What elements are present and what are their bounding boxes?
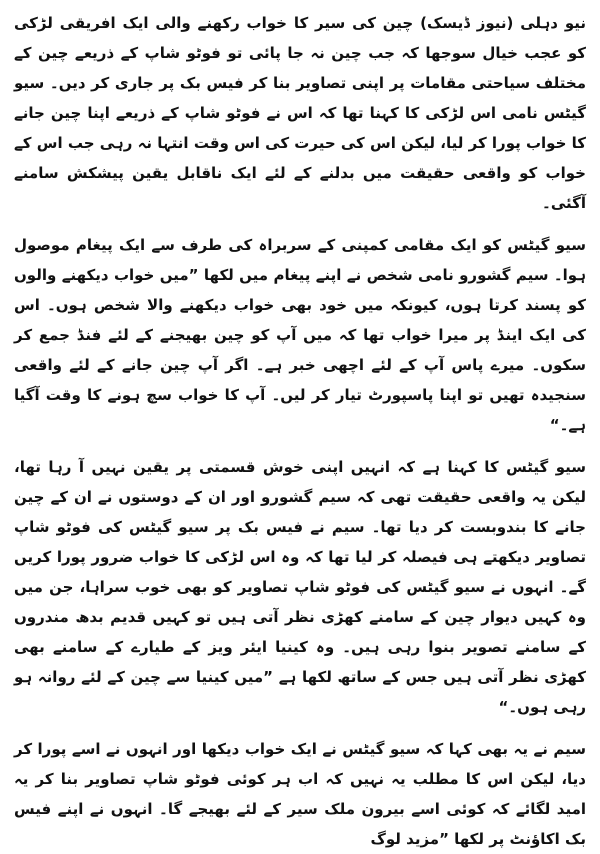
article-paragraph-3: سیو گیٹس کا کہنا ہے کہ انہیں اپنی خوش قسمتی پر یقین نہیں آ رہا تھا، لیکن یہ واقعی حقیقت تھی کہ سیم گشورو اور ان کے دوستوں نے ان کے چین جانے کا بندوبست کر دیا تھا۔ سیم نے فیس بک پر سیو گیٹس کی فوٹو شاپ تصاویر دیکھتے ہی فیصلہ کر لیا تھا کہ وہ اس لڑکی کا خواب ضرور پورا کریں گے۔ انہوں نے سیو گیٹس کی فوٹو شاپ تصاویر کو بھی خوب سراہا، جن میں وہ کہیں دیوار چین کے سامنے کھڑی نظر آتی ہیں تو کہیں قدیم بدھ مندروں کے سامنے تصویر بنوا رہی ہیں۔ وہ کینیا ایئر ویز کے طیارے کے سامنے بھی کھڑی نظر آتی ہیں جس کے ساتھ لکھا ہے ”میں کینیا سے چین کے لئے روانہ ہو رہی ہوں۔“: [14, 458, 586, 716]
article-paragraph-4: سیم نے یہ بھی کہا کہ سیو گیٹس نے ایک خواب دیکھا اور انہوں نے اسے پورا کر دیا، لیکن اس کا مطلب یہ نہیں کہ اب ہر کوئی فوٹو شاپ تصاویر بنا کر یہ امید لگائے کہ کوئی اسے بیرون ملک سیر کے لئے بھیجے گا۔ انہوں نے اپنے فیس بک اکاؤنٹ پر لکھا ”مزید لوگ: [14, 740, 586, 848]
article-paragraph-2: سیو گیٹس کو ایک مقامی کمپنی کے سربراہ کی طرف سے ایک پیغام موصول ہوا۔ سیم گشورو نامی شخص نے اپنے پیغام میں لکھا ”میں خواب دیکھنے والوں کو پسند کرتا ہوں، کیونکہ میں خود بھی خواب دیکھنے والا شخص ہوں۔ اس کی ایک اینڈ پر میرا خواب تھا کہ میں آپ کو چین بھیجنے کے لئے فنڈ جمع کر سکوں۔ میرے پاس آپ کے لئے اچھی خبر ہے۔ اگر آپ چین جانے کے لئے واقعی سنجیدہ تھیں تو اپنا پاسپورٹ تیار کر لیں۔ آپ کا خواب سچ ہونے کا وقت آگیا ہے۔“: [14, 236, 586, 434]
article-paragraph-1: نیو دہلی (نیوز ڈیسک) چین کی سیر کا خواب رکھنے والی ایک افریقی لڑکی کو عجب خیال سوجھا کہ جب چین نہ جا پائی تو فوٹو شاپ کے ذریعے چین کے مختلف سیاحتی مقامات پر اپنی تصاویر بنا کر فیس بک پر جاری کر دیں۔ سیو گیٹس نامی اس لڑکی کا کہنا تھا کہ اس نے فوٹو شاپ کے ذریعے اپنا چین جانے کا خواب پورا کر لیا، لیکن اس کی حیرت کی اس وقت انتہا نہ رہی جب اس کے خواب کو واقعی حقیقت میں بدلنے کے لئے ایک ناقابل یقین پیشکش سامنے آگئی۔: [14, 14, 586, 212]
